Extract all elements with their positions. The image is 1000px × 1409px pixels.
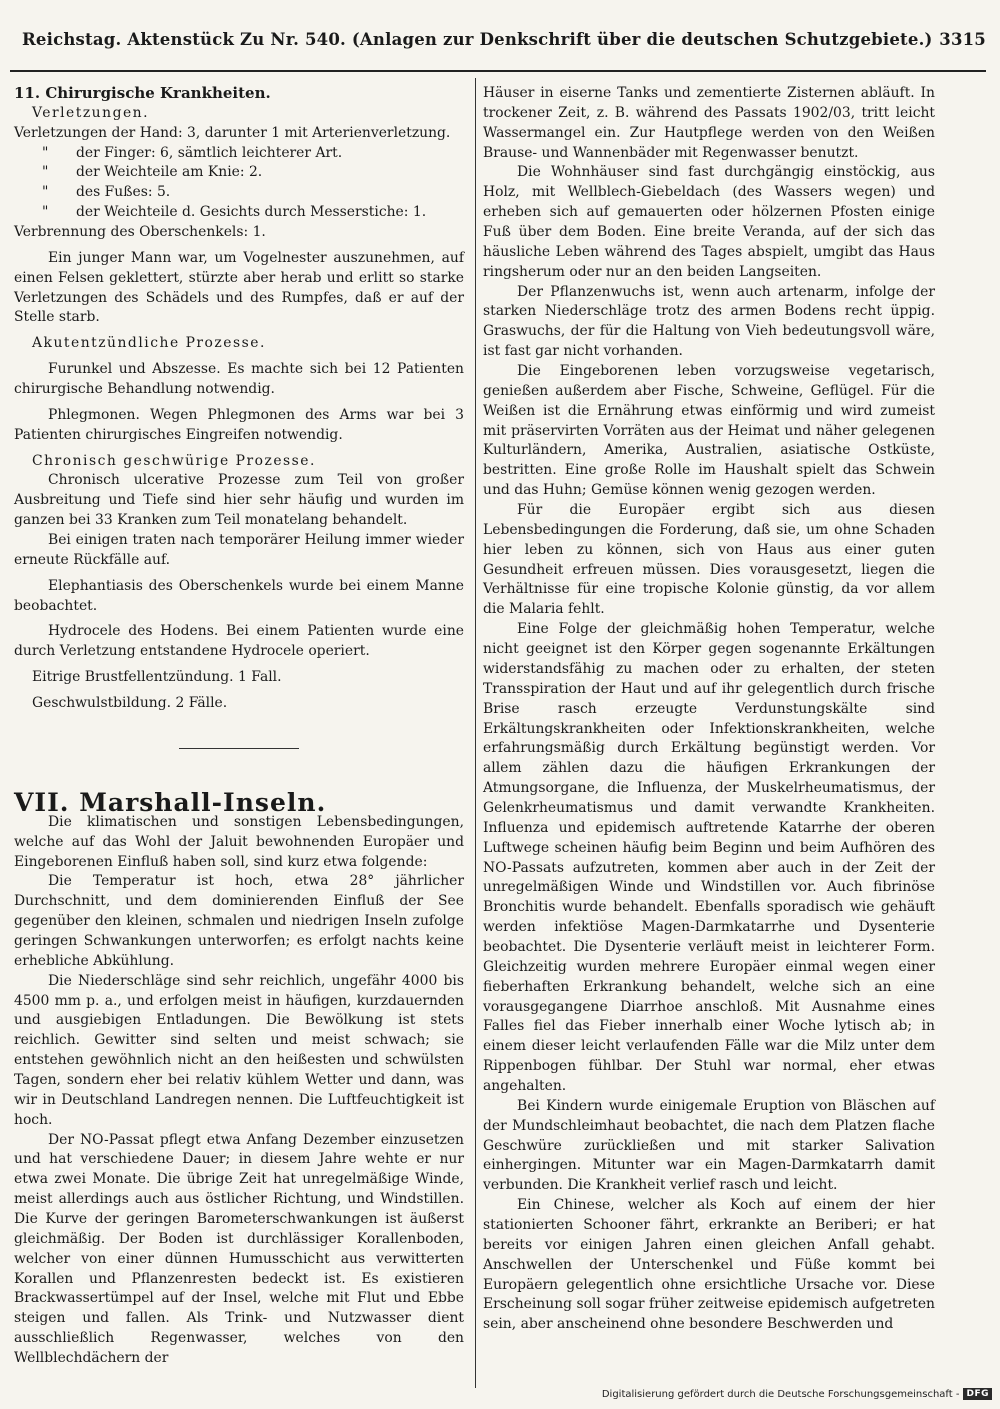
section-title-chirurgische: 11. Chirurgische Krankheiten. [14, 84, 271, 102]
subheading-chronisch: Chronisch geschwürige Prozesse. [32, 452, 316, 469]
running-title: Reichstag. Aktenstück Zu Nr. 540. (Anlagen zur Denkschrift über die deutschen Schutzgebiete.) [22, 30, 933, 49]
paragraph: Für die Europäer ergibt sich aus diesen Lebensbedingungen die Forderung, daß sie, um ohne Schaden hier leben zu können, sich von Haus aus einer guten Gesundheit erfreuen müssen. Dies vorausgesetzt, liegen die Verhältnisse für eine tropische Kolonie günstig, da vor allem die Malaria fehlt. [483, 502, 935, 618]
paragraph: Elephantiasis des Oberschenkels wurde bei einem Manne beobachtet. [14, 577, 464, 614]
paragraph: Chronisch ulcerative Prozesse zum Teil von großer Ausbreitung und Tiefe sind hier sehr häufig und wurden im ganzen bei 33 Kranken zum Teil monatelang behandelt. [14, 472, 464, 529]
paragraph: Eitrige Brustfellentzündung. 1 Fall. [32, 669, 282, 686]
paragraph: Die Temperatur ist hoch, etwa 28° jährlicher Durchschnitt, und dem dominierenden Einfluß der See gegenüber den kleinen, schmalen und niedrigen Inseln zufolge geringen Schwankungen unterworfen; es erfolgt nachts keine erhebliche Abkühlung. [14, 873, 464, 969]
list-item: " der Finger: 6, sämtlich leichterer Art. [42, 144, 343, 161]
paragraph: Furunkel und Abszesse. Es machte sich bei 12 Patienten chirurgische Behandlung notwendig. [14, 361, 464, 398]
page-header [22, 30, 986, 66]
list-item: " des Fußes: 5. [42, 184, 171, 201]
paragraph: Häuser in eiserne Tanks und zementierte Zisternen abläuft. In trockener Zeit, z. B. während des Passats 1902/03, tritt leicht Wassermangel ein. Zur Hautpflege werden von den Weißen Brause- und Wannenbäder mit Regenwasser benutzt. [483, 85, 935, 161]
paragraph: Der Pflanzenwuchs ist, wenn auch artenarm, infolge der starken Niederschläge trotz des armen Bodens recht üppig. Graswuchs, der für die Haltung von Vieh bedeutungsvoll wäre, ist fast gar nicht vorhanden. [483, 283, 935, 360]
paragraph: Phlegmonen. Wegen Phlegmonen des Arms war bei 3 Patienten chirurgisches Eingreifen notwendig. [14, 406, 464, 443]
list-item: " der Weichteile d. Gesichts durch Messerstiche: 1. [42, 204, 427, 221]
left-column [14, 84, 464, 1369]
paragraph: Die Niederschläge sind sehr reichlich, ungefähr 4000 bis 4500 mm p. a., und erfolgen meist in häufigen, kurzdauernden und ausgiebigen Entladungen. Die Bewölkung ist stets reichlich. Gewitter sind selten und meist schwach; sie entstehen gewöhnlich nicht an den heißesten und schwülsten Tagen, sondern eher bei relativ kühlem Wetter und dann, was wir in Deutschland Landregen nennen. Die Luftfeuchtigkeit ist hoch. [14, 972, 464, 1128]
paragraph: Die klimatischen und sonstigen Lebensbedingungen, welche auf das Wohl der Jaluit bewohnenden Europäer und Eingeborenen Einfluß haben soll, sind kurz etwa folgende: [14, 813, 464, 870]
section-divider [179, 748, 299, 749]
paragraph: Der NO-Passat pflegt etwa Anfang Dezember einzusetzen und hat verschiedene Dauer; in diesem Jahre wehte er nur etwa zwei Monate. Die übrige Zeit hat unregelmäßige Winde, meist allerdings auch aus östlicher Richtung, und Windstillen. Die Kurve der geringen Barometerschwankungen ist äußerst gleichmäßig. Der Boden ist durchlässiger Korallenboden, welcher von einer dünnen Humusschicht aus verwitterten Korallen und Pflanzenresten bedeckt ist. Es existieren Brackwassertümpel auf der Insel, welche mit Flut und Ebbe steigen und fallen. Als Trink- und Nutzwasser dient ausschließlich Regenwasser, welches von den Wellblechdächern der [14, 1131, 464, 1366]
digitization-credit [602, 1388, 992, 1400]
section-title-marshall: VII. Marshall-Inseln. [14, 787, 327, 817]
column-divider [475, 78, 476, 1388]
subheading-verletzungen: Verletzungen. [32, 104, 150, 121]
subheading-akut: Akutentzündliche Prozesse. [32, 335, 266, 352]
credit-text: Digitalisierung gefördert durch die Deutsche Forschungsgemeinschaft - [601, 1388, 960, 1400]
page-number: 3315 [939, 30, 986, 49]
paragraph: Die Wohnhäuser sind fast durchgängig einstöckig, aus Holz, mit Wellblech-Giebeldach (des Wassers wegen) und erheben sich auf gemauerten oder hölzernen Pfosten einige Fuß über dem Boden. Eine breite Veranda, auf der sich das häusliche Leben während des Tages abspielt, umgibt das Haus ringsherum oder nur an den beiden Langseiten. [483, 164, 935, 280]
paragraph: Die Eingeborenen leben vorzugsweise vegetarisch, genießen außerdem aber Fische, Schweine, Geflügel. Für die Weißen ist die Ernährung etwas einförmig und wird zumeist mit präservirten Vorräten aus der Heimat und näher gelegenen Kulturländern, Amerika, Australien, asiatische Ostküste, bestritten. Eine große Rolle im Haushalt spielt das Schwein und das Huhn; Gemüse können wenig gezogen werden. [483, 363, 935, 499]
right-column [483, 84, 935, 1335]
list-item: Verbrennung des Oberschenkels: 1. [14, 224, 266, 241]
paragraph: Hydrocele des Hodens. Bei einem Patienten wurde eine durch Verletzung entstandene Hydrocele operiert. [14, 623, 464, 660]
paragraph: Geschwulstbildung. 2 Fälle. [32, 695, 228, 712]
header-rule [10, 70, 986, 72]
paragraph: Eine Folge der gleichmäßig hohen Temperatur, welche nicht geeignet ist den Körper gegen sogenannte Erkältungen widerstandsfähig zu machen oder zu erhalten, der steten Transspiration der Haut und auf ihr gelegentlich durch frische Brise rasch erzeugte Verdunstungskälte sind Erkältungskrankheiten oder Infektionskrankheiten, welche erfahrungsmäßig durch Erkältung begünstigt werden. Vor allem zählen dazu die häufigen Erkrankungen der Atmungsorgane, die Influenza, der Muskelrheumatismus, der Gelenkrheumatismus und damit verwandte Krankheiten. Influenza und epidemisch auftretende Katarrhe der oberen Luftwege scheinen häufig beim Beginn und beim Aufhören des NO-Passats aufzutreten, kommen aber auch in der Zeit der unregelmäßigen Winde und Windstillen vor. Auch fibrinöse Bronchitis wurde behandelt. Ebenfalls sporadisch wie gehäuft werden infektiöse Magen-Darmkatarrhe und Dysenterie beobachtet. Die Dysenterie verläuft meist in leichterer Form. Gleichzeitig wurden mehrere Europäer einmal wegen einer fieberhaften Erkrankung behandelt, welche sich an eine vorausgegangene Diarrhoe anschloß. Mit Ausnahme eines Falles fiel das Fieber innerhalb einer Woche lytisch ab; in einem dieser leicht verlaufenden Fälle war die Milz unter dem Rippenbogen fühlbar. Der Stuhl war normal, eher etwas angehalten. [483, 621, 935, 1094]
dfg-logo: DFG [963, 1388, 992, 1400]
paragraph: Ein junger Mann war, um Vogelnester auszunehmen, auf einen Felsen geklettert, stürzte aber herab und erlitt so starke Verletzungen des Schädels und des Rumpfes, daß er auf der Stelle starb. [14, 249, 464, 326]
list-item: Verletzungen der Hand: 3, darunter 1 mit Arterienverletzung. [14, 124, 451, 141]
paragraph: Bei einigen traten nach temporärer Heilung immer wieder erneute Rückfälle auf. [14, 532, 464, 568]
paragraph: Ein Chinese, welcher als Koch auf einem der hier stationierten Schooner fährt, erkrankte an Beriberi; er hat bereits vor einigen Jahren einen gleichen Anfall gehabt. Anschwellen der Unterschenkel und Füße kommt bei Europäern gelegentlich ohne ersichtliche Ursache vor. Diese Erscheinung soll sogar früher zeitweise epidemisch aufgetreten sein, aber anscheinend ohne besondere Beschwerden und [483, 1197, 936, 1333]
list-item: " der Weichteile am Knie: 2. [42, 164, 263, 181]
paragraph: Bei Kindern wurde einigemale Eruption von Bläschen auf der Mundschleimhaut beobachtet, die nach dem Platzen flache Geschwüre zurückließen und mit starker Salivation einhergingen. Mitunter war ein Magen-Darmkatarrh damit verbunden. Die Krankheit verlief rasch und leicht. [483, 1097, 935, 1194]
